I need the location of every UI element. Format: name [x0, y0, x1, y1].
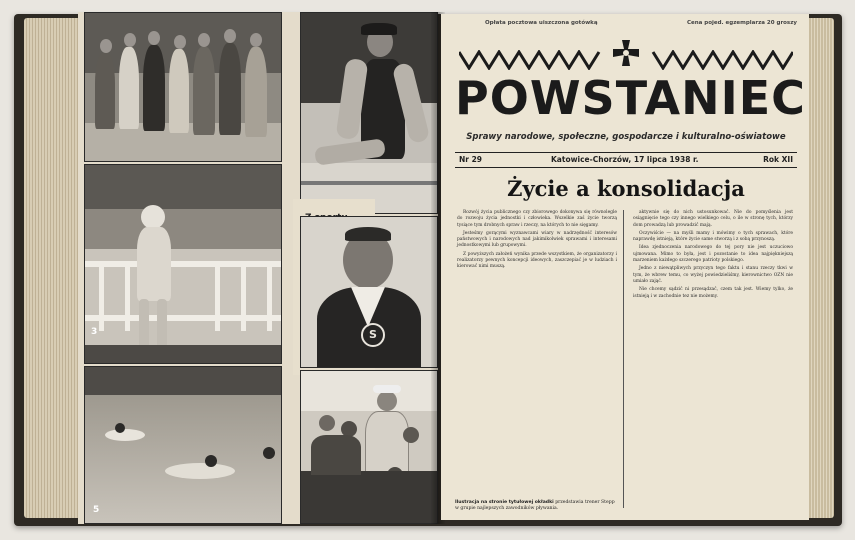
postage-note: Opłata pocztowa uiszczona gotówką: [485, 20, 598, 26]
article-paragraph: Rozwój życia publicznego czy zbiorowego dokonywa się równolegle do rozwoju życia jednostki i człowieka. Wszelkie zaś życie tworzą tysiące tym drobnych spraw i rzeczy, na których to nie sięgamy.: [457, 210, 617, 228]
issue-place-date: Katowice-Chorzów, 17 lipca 1938 r.: [551, 155, 699, 164]
photo-woman-swimmer: [84, 164, 282, 364]
caption-bold: Ilustracja na stronie tytułowej okładki: [455, 500, 554, 505]
article-paragraph: Idea zjednoczenia narodowego do tej pory nie jest uczuciowo ujmowana. Mimo to była, jest i pozostanie to idea najpiękniejszą marzeniem każdego szczerego patrioty polskiego.: [633, 245, 793, 264]
left-page: [78, 12, 438, 524]
article-column-right: [633, 210, 793, 302]
article-paragraph: Oczywiście — na myśli mamy i mówimy o tych sprawach, które naprawdę istnieją, które życie same stworzą i z sobą przynoszą.: [633, 230, 793, 243]
masthead-subtitle: Sprawy narodowe, społeczne, gospodarcze i kulturalno-oświatowe: [466, 132, 786, 142]
photo-team-group: [84, 12, 282, 162]
photo-number-5: 5: [93, 505, 100, 515]
photo-trainer-portrait: [300, 216, 438, 368]
caption-text: przedstawia trener Stepp w grupie najlepszych zawodników pływania.: [455, 500, 615, 511]
photo-number-3: 3: [91, 327, 98, 337]
article-headline: Życie a konsolidacja: [507, 176, 745, 201]
masthead-title: POWSTANIEC: [455, 71, 806, 125]
photo-swimmer-sitting: [300, 12, 438, 214]
top-notes: [455, 20, 797, 30]
photo-trainer-group: [300, 370, 438, 524]
issue-year: Rok XII: [763, 155, 793, 164]
column-divider: [623, 210, 624, 508]
article-paragraph: Nie chcemy sądzić ni przesądzać, czem tak jest. Wiemy tylko, że istnieją i w zachodnie tez nie możemy.: [633, 287, 793, 299]
cover-illustration-caption: [455, 500, 615, 512]
page-stack-left: [24, 18, 82, 518]
article-paragraph: aktywnie się do nich ustosunkować. Nie do pomyślenia jest osiągnięcie tego czy innego wielkiego celu, o ile w stronę tych, którzy dom prowadzą lub prowadzić mają.: [633, 210, 793, 228]
issue-number: Nr 29: [459, 155, 483, 164]
price-note: Cena pojed. egzemplarza 20 groszy: [686, 20, 797, 26]
jersey-emblem-icon: S: [361, 323, 385, 347]
article-paragraph: Jesteśmy gorącymi wyznawcami wiary w nadrzędność interesów państwowych i narodowych nad jakimikolwiek sprawami i interesami jednostkowymi lub grupowymi.: [457, 230, 617, 249]
cross-emblem-icon: [613, 40, 639, 66]
right-page-newspaper: [441, 14, 809, 520]
article-paragraph: Z powyższych założeń wynika przede wszystkiem, że organizatorzy i realizatorzy pewnych koncepcji ideowych, zaszczepiać je w ludziach i kierować nimi muszą.: [457, 251, 617, 270]
photo-water-polo-match: [84, 366, 282, 524]
issue-info-line: [455, 152, 797, 168]
article-paragraph: Jedno z niewątpliwych przyczyn tego faktu i stanu rzeczy tkwi w tym, że wbrew temu, co wyżej powiedzieliśmy, kierownictwo OZN nie umiało zająć.: [633, 266, 793, 284]
page-stack-right: [806, 18, 834, 518]
article-column-left: [457, 210, 617, 273]
